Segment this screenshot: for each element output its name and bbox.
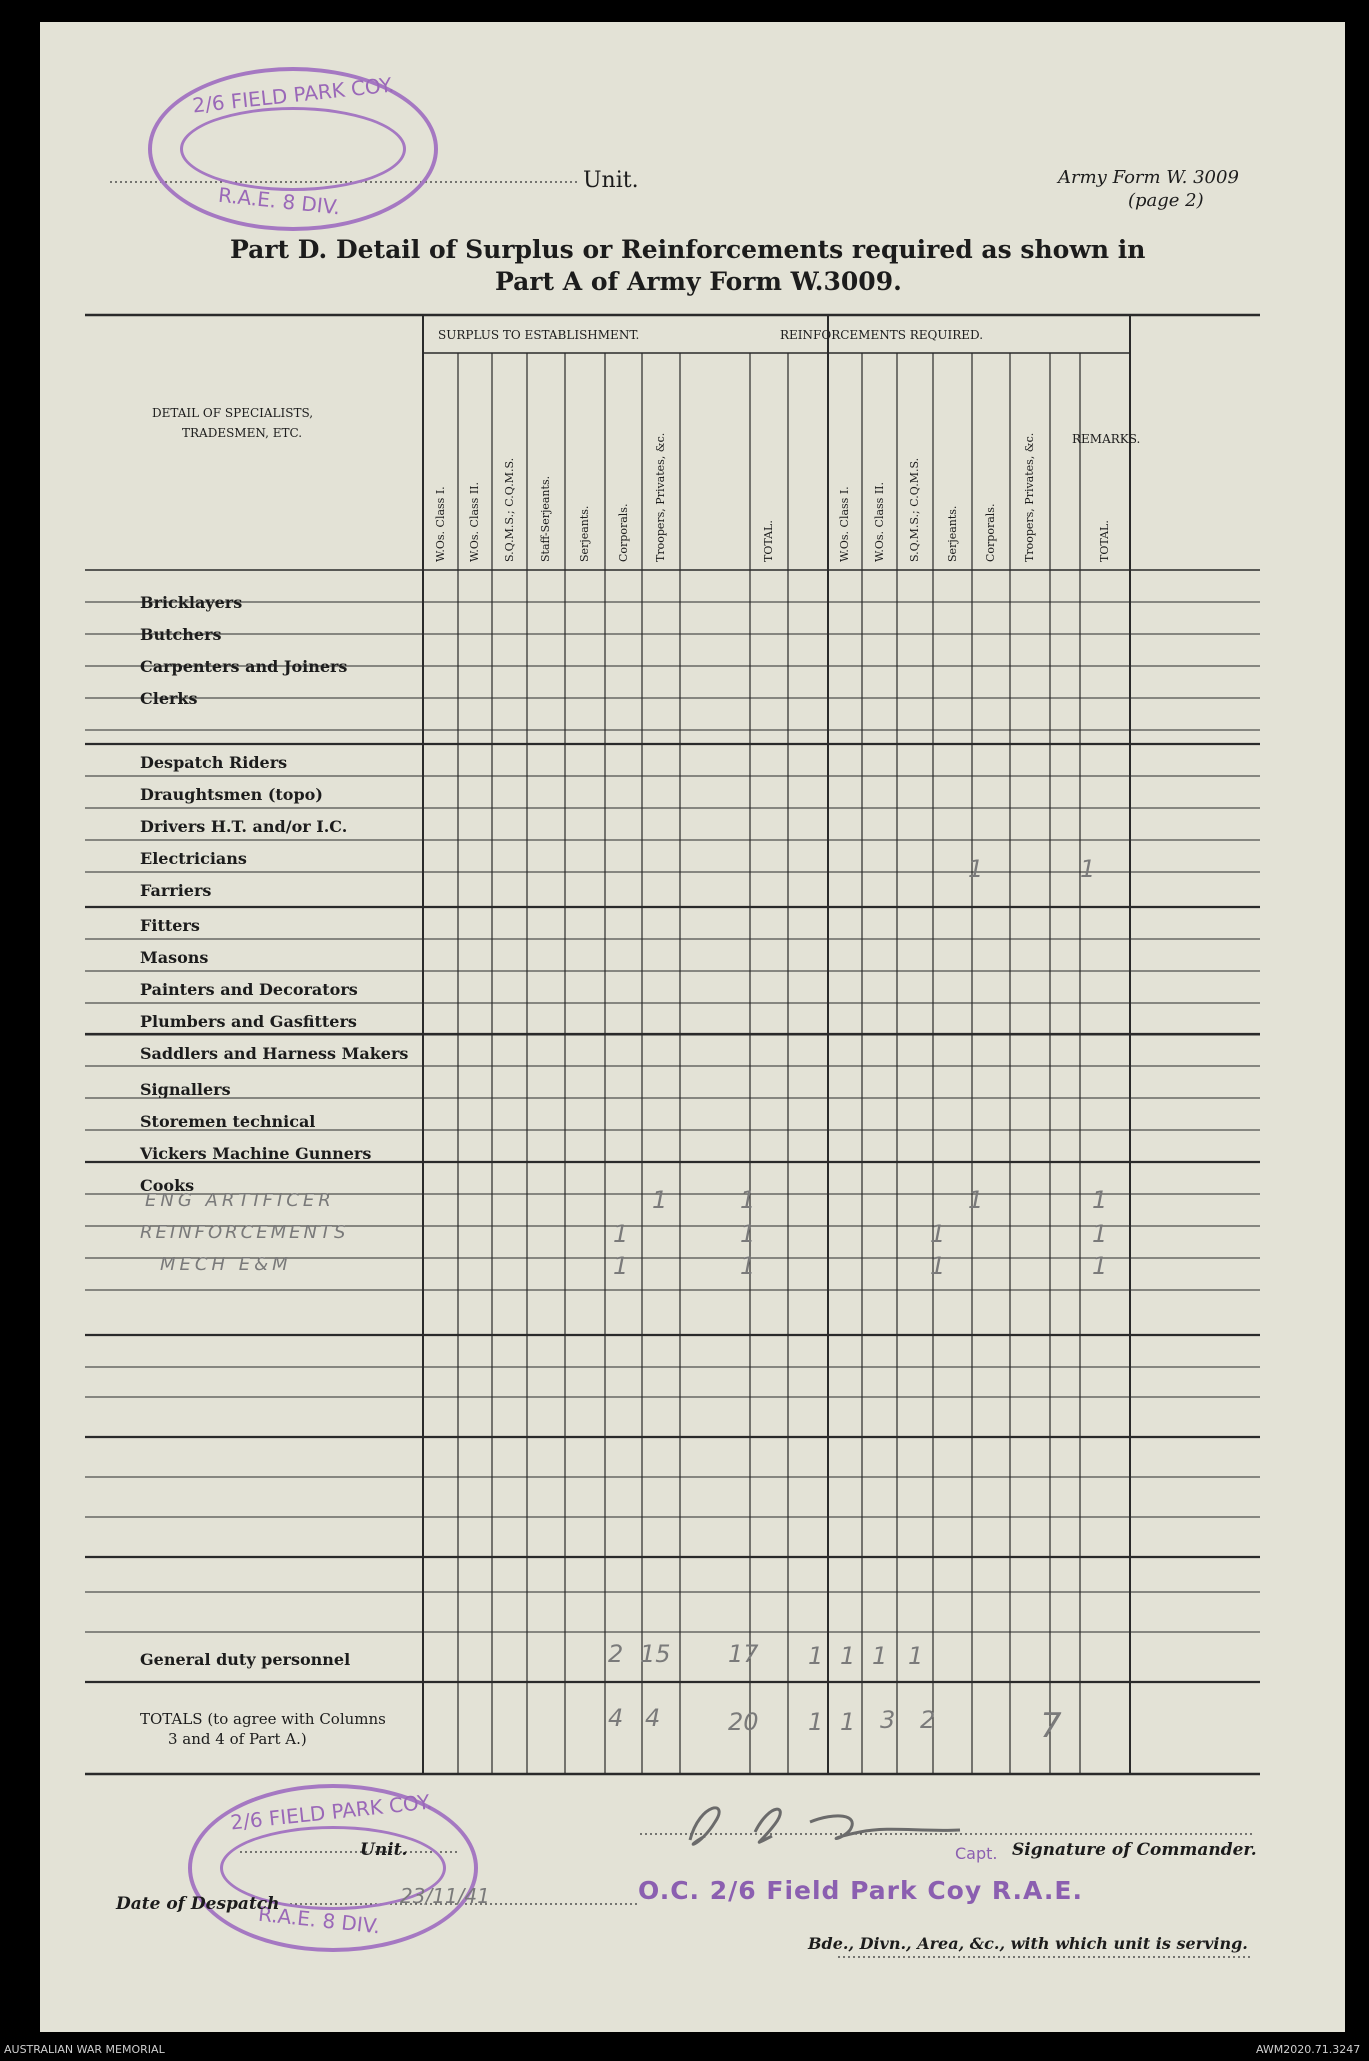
stamp-top-line1: 2/6 FIELD PARK COY.	[191, 72, 396, 118]
signature-label: Signature of Commander.	[1012, 1840, 1257, 1860]
row-label-clerks: Clerks	[140, 689, 198, 708]
unit-stamp-top	[148, 67, 438, 231]
hw-mark-tot-reinf-sqms: 3	[880, 1706, 896, 1734]
unit-stamp-bottom	[188, 1784, 478, 1952]
reinf-col-header-7: TOTAL.	[1098, 520, 1111, 562]
row-label-vickers-machine-gunners: Vickers Machine Gunners	[140, 1144, 372, 1163]
hw-mark-electricians-reinf-corporals: 1	[968, 855, 984, 883]
row-label-carpenters-and-joiners: Carpenters and Joiners	[140, 657, 348, 676]
surplus-col-header-0: W.Os. Class I.	[433, 486, 447, 562]
hw-mark-gd-reinf-serjeants: 1	[908, 1642, 924, 1670]
hw-mark-mech-reinf-serjeants: 1	[930, 1252, 946, 1280]
hw-eng-artificer: ENG ARTIFICER	[145, 1190, 335, 1211]
surplus-col-header-4: Serjeants.	[578, 505, 591, 562]
hw-mark-mech-surplus-corporals: 1	[613, 1252, 629, 1280]
archive-left: AUSTRALIAN WAR MEMORIAL	[4, 2043, 165, 2056]
row-label-butchers: Butchers	[140, 625, 222, 644]
totals-label-line1: TOTALS (to agree with Columns	[140, 1710, 386, 1728]
detail-header-1: DETAIL OF SPECIALISTS,	[152, 406, 314, 420]
reinf-col-header-5: Troopers, Privates, &c.	[1023, 432, 1036, 562]
hw-mark-gd-surplus-troopers: 15	[640, 1640, 671, 1668]
row-label-drivers-h-t-and-or-i-c: Drivers H.T. and/or I.C.	[140, 817, 348, 836]
surplus-col-header-8: TOTAL.	[762, 520, 775, 562]
reinf-col-header-2: S.Q.M.S.; C.Q.M.S.	[908, 457, 921, 562]
remarks-header: REMARKS.	[1072, 432, 1141, 446]
surplus-col-header-6: Troopers, Privates, &c.	[654, 432, 667, 562]
row-label-cooks: Cooks	[140, 1176, 195, 1195]
hw-mark-tot-reinf-wo1: 1	[808, 1708, 824, 1736]
hw-mark-reinf-surplus-total: 1	[740, 1220, 756, 1248]
reinforcements-header: REINFORCEMENTS REQUIRED.	[780, 328, 984, 342]
row-label-painters-and-decorators: Painters and Decorators	[140, 980, 358, 999]
form-page	[40, 22, 1345, 2032]
row-label-bricklayers: Bricklayers	[140, 593, 243, 612]
reinf-col-header-4: Corporals.	[984, 503, 997, 562]
surplus-col-header-5: Corporals.	[616, 503, 630, 562]
form-title-line1: Part D. Detail of Surplus or Reinforcements required as shown in	[230, 235, 1146, 264]
stamp-bottom-line1: 2/6 FIELD PARK COY.	[229, 1789, 434, 1835]
hw-mark-tot-surplus-corporals: 4	[608, 1704, 624, 1732]
hw-mark-electricians-reinf-total: 1	[1080, 855, 1096, 883]
hw-mark-eng-surplus-troopers: 1	[652, 1186, 668, 1214]
capt-label: Capt.	[955, 1844, 998, 1863]
hw-mark-gd-reinf-wo1: 1	[808, 1642, 824, 1670]
row-label-storemen-technical: Storemen technical	[140, 1112, 316, 1131]
hw-mark-tot-reinf-wo2: 1	[840, 1708, 856, 1736]
surplus-col-header-1: W.Os. Class II.	[468, 481, 481, 562]
hw-mark-eng-reinf-corporals: 1	[968, 1186, 984, 1214]
row-label-plumbers-and-gasfitters: Plumbers and Gasfitters	[140, 1012, 357, 1031]
hw-mark-tot-surplus-troopers: 4	[645, 1704, 661, 1732]
bde-label: Bde., Divn., Area, &c., with which unit is serving.	[808, 1934, 1248, 1953]
date-of-despatch-value: 23/11/41	[400, 1884, 490, 1908]
hw-mark-gd-reinf-sqms: 1	[872, 1642, 888, 1670]
date-of-despatch-label: Date of Despatch	[116, 1894, 280, 1914]
row-label-signallers: Signallers	[140, 1080, 231, 1099]
oc-stamp: O.C. 2/6 Field Park Coy R.A.E.	[638, 1876, 1083, 1905]
hw-mech: MECH E&M	[160, 1254, 292, 1275]
totals-label-line2: 3 and 4 of Part A.)	[168, 1730, 307, 1748]
reinf-col-header-0: W.Os. Class I.	[838, 486, 851, 562]
hw-reinforcements: REINFORCEMENTS	[140, 1222, 349, 1243]
hw-mark-mech-reinf-total: 1	[1092, 1252, 1108, 1280]
hw-mark-mech-surplus-total: 1	[740, 1252, 756, 1280]
surplus-col-header-2: S.Q.M.S.; C.Q.M.S.	[502, 457, 516, 562]
commander-signature	[660, 1792, 990, 1862]
row-label-draughtsmen-topo: Draughtsmen (topo)	[140, 785, 323, 804]
detail-header-2: TRADESMEN, ETC.	[182, 426, 303, 440]
surplus-header: SURPLUS TO ESTABLISHMENT.	[438, 328, 640, 342]
stamp-bottom-line2: R.A.E. 8 DIV.	[257, 1901, 382, 1939]
surplus-col-header-3: Staff-Serjeants.	[539, 475, 552, 562]
unit-label: Unit.	[583, 168, 639, 193]
form-number: Army Form W. 3009	[1058, 167, 1239, 188]
hw-mark-reinf-reinf-serjeants: 1	[930, 1220, 946, 1248]
hw-mark-reinf-surplus-corporals: 1	[613, 1220, 629, 1248]
hw-mark-gd-surplus-total: 17	[728, 1640, 759, 1668]
row-label-electricians: Electricians	[140, 849, 247, 868]
reinf-col-header-3: Serjeants.	[945, 505, 959, 562]
hw-mark-eng-reinf-total: 1	[1092, 1186, 1108, 1214]
hw-mark-tot-reinf-total: 7	[1040, 1706, 1062, 1746]
hw-mark-tot-reinf-serjeants: 2	[920, 1706, 936, 1734]
footer-unit-label: Unit.	[360, 1840, 408, 1860]
row-label-saddlers-and-harness-makers: Saddlers and Harness Makers	[140, 1044, 409, 1063]
archive-bar	[0, 2035, 1369, 2061]
form-title-line2: Part A of Army Form W.3009.	[495, 267, 902, 296]
row-label-fitters: Fitters	[140, 916, 200, 935]
page-number: (page 2)	[1128, 190, 1204, 211]
hw-mark-tot-surplus-total: 20	[728, 1708, 759, 1736]
general-duty-label: General duty personnel	[140, 1650, 351, 1669]
reinf-col-header-1: W.Os. Class II.	[872, 481, 886, 562]
archive-right: AWM2020.71.3247	[1256, 2043, 1361, 2056]
hw-mark-gd-reinf-wo2: 1	[840, 1642, 856, 1670]
row-label-masons: Masons	[140, 948, 209, 967]
row-label-farriers: Farriers	[140, 881, 212, 900]
stamp-top-line2: R.A.E. 8 DIV.	[217, 182, 342, 220]
hw-mark-gd-surplus-corporals: 2	[608, 1640, 624, 1668]
row-label-despatch-riders: Despatch Riders	[140, 753, 288, 772]
hw-mark-reinf-reinf-total: 1	[1092, 1220, 1108, 1248]
hw-mark-eng-surplus-total: 1	[740, 1186, 756, 1214]
